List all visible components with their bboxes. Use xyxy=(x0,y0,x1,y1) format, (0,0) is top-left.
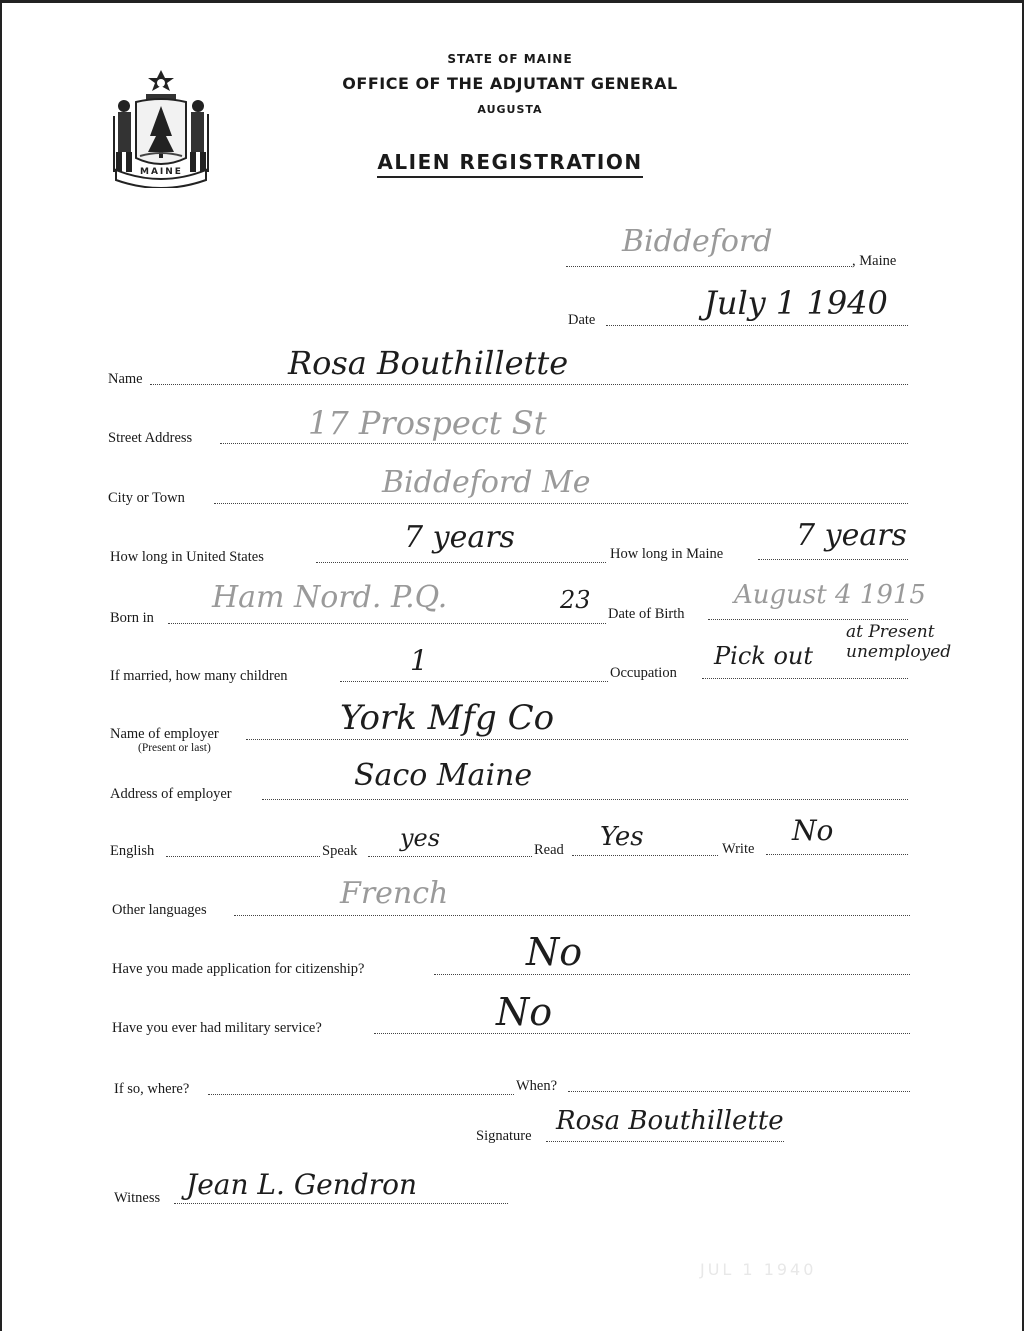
form-title xyxy=(340,150,680,174)
employer-address-line xyxy=(262,799,908,800)
how-long-maine-value: 7 years xyxy=(796,518,907,553)
other-languages-label: Other languages xyxy=(112,902,207,918)
employer-value: York Mfg Co xyxy=(340,698,555,738)
write-value: No xyxy=(792,814,834,847)
how-long-maine-line xyxy=(758,559,908,560)
street-value: 17 Prospect St xyxy=(308,404,547,442)
children-value: 1 xyxy=(410,644,428,677)
speak-line xyxy=(368,856,532,857)
married-children-label: If married, how many children xyxy=(110,668,288,684)
town-line xyxy=(566,266,852,267)
occupation-note: at Present unemployed xyxy=(846,622,952,662)
how-long-us-label: How long in United States xyxy=(110,549,264,565)
seal-banner: MAINE xyxy=(140,167,183,177)
employer-note: (Present or last) xyxy=(138,742,211,754)
when-label: When? xyxy=(516,1078,558,1094)
date-line xyxy=(606,325,908,326)
city-label: City or Town xyxy=(108,490,185,506)
children-line xyxy=(340,681,608,682)
citizenship-label: Have you made application for citizenship? xyxy=(112,961,365,977)
dob-value: August 4 1915 xyxy=(734,580,926,610)
name-value: Rosa Bouthillette xyxy=(288,344,569,382)
english-line xyxy=(166,856,320,857)
how-long-us-value: 7 years xyxy=(404,520,515,555)
how-long-maine-label: How long in Maine xyxy=(610,546,724,562)
how-long-us-line xyxy=(316,562,606,563)
date-label: Date xyxy=(568,312,596,328)
write-label: Write xyxy=(722,841,755,857)
speak-value: yes xyxy=(400,824,441,852)
witness-line xyxy=(174,1203,508,1204)
citizenship-line xyxy=(434,974,910,975)
occupation-line xyxy=(702,678,908,679)
if-so-where-label: If so, where? xyxy=(114,1081,190,1097)
town-value: Biddeford xyxy=(622,224,773,259)
born-in-value: Ham Nord. P.Q. xyxy=(212,580,448,615)
born-in-extra: 23 xyxy=(560,586,591,614)
military-line xyxy=(374,1033,910,1034)
where-line xyxy=(208,1094,514,1095)
citizenship-value: No xyxy=(526,930,583,974)
write-line xyxy=(766,854,908,855)
english-label: English xyxy=(110,843,155,859)
name-label: Name xyxy=(108,371,143,387)
employer-line xyxy=(246,739,908,740)
occupation-value: Pick out xyxy=(714,642,813,670)
name-line xyxy=(150,384,908,385)
street-line xyxy=(220,443,908,444)
dob-label: Date of Birth xyxy=(608,606,685,622)
military-value: No xyxy=(496,990,553,1034)
date-value: July 1 1940 xyxy=(704,284,888,322)
form-title-text: ALIEN REGISTRATION xyxy=(377,150,642,178)
read-label: Read xyxy=(534,842,564,858)
maine-label: , Maine xyxy=(852,253,897,269)
city-line xyxy=(214,503,908,504)
other-languages-value: French xyxy=(340,876,449,911)
read-value: Yes xyxy=(600,822,644,852)
born-in-label: Born in xyxy=(110,610,154,626)
other-languages-line xyxy=(234,915,910,916)
occupation-label: Occupation xyxy=(610,665,677,681)
employer-label: Name of employer xyxy=(110,726,219,742)
city-value: Biddeford Me xyxy=(382,465,591,500)
header-state: STATE OF MAINE xyxy=(447,52,573,66)
witness-label: Witness xyxy=(114,1190,161,1206)
signature-line xyxy=(546,1141,784,1142)
speak-label: Speak xyxy=(322,843,358,859)
dob-line xyxy=(708,619,908,620)
signature-label: Signature xyxy=(476,1128,532,1144)
witness-value: Jean L. Gendron xyxy=(186,1168,417,1201)
read-line xyxy=(572,855,718,856)
received-stamp: JUL 1 1940 xyxy=(700,1260,817,1279)
when-line xyxy=(568,1091,910,1092)
military-label: Have you ever had military service? xyxy=(112,1020,322,1036)
header-office: OFFICE OF THE ADJUTANT GENERAL xyxy=(342,74,678,93)
employer-address-value: Saco Maine xyxy=(354,758,533,793)
born-in-line xyxy=(168,623,606,624)
signature-value: Rosa Bouthillette xyxy=(556,1106,784,1136)
street-label: Street Address xyxy=(108,430,193,446)
header-city: AUGUSTA xyxy=(477,103,543,116)
employer-address-label: Address of employer xyxy=(110,786,232,802)
